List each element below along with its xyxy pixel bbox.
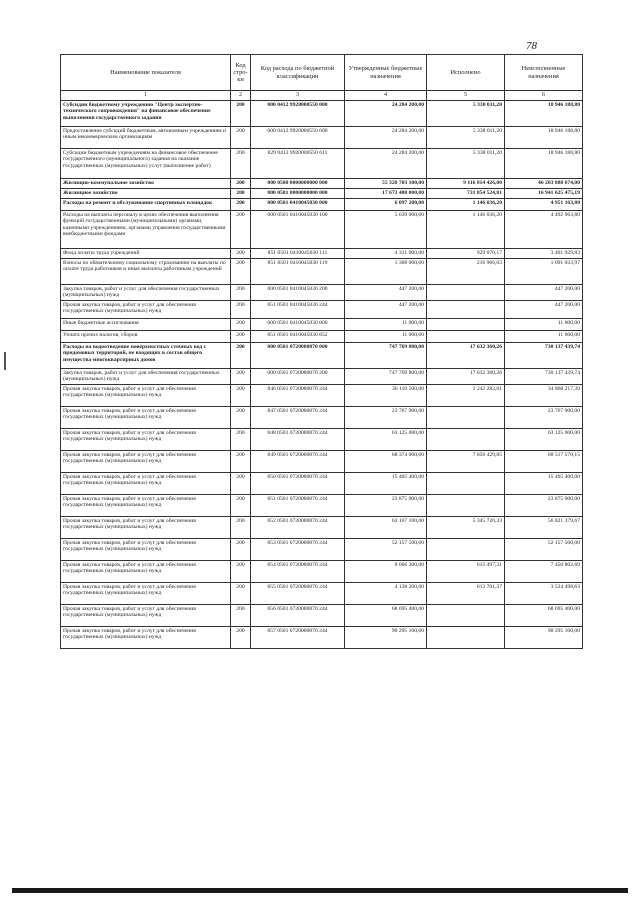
row-name: Расходы на водоотведение поверхностных сточных вод с придомовых территорий, не входящих в состав общего имущества многоквартирных домов [61,342,231,368]
row-line-code: 200 [231,249,251,259]
row-approved: 447 200,00 [345,300,427,318]
row-name: Прочая закупка товаров, работ и услуг для обеспечения государственных (муниципальных) нужд [61,406,231,428]
row-line-code: 200 [231,149,251,179]
row-budget-code: 857 0501 0720080070 244 [251,626,345,648]
row-line-code: 200 [231,199,251,211]
row-name: Субсидии бюджетному учреждению "Центр экспертно-технического сопровождения" на финансовое обеспечение выполнения государственного задания [61,101,231,127]
row-unexecuted: 7 450 802,69 [505,560,583,582]
row-name: Прочая закупка товаров, работ и услуг для обеспечения государственных (муниципальных) нужд [61,428,231,450]
row-executed: 1 242 282,61 [427,384,505,406]
row-name: Закупка товаров, работ и услуг для обеспечения государственных (муниципальных) нужд [61,368,231,384]
row-name: Уплата прочих налогов, сборов [61,330,231,342]
page-number: 78 [526,40,537,52]
row-line-code: 200 [231,127,251,149]
row-name: Взносы по обязательному социальному страхованию на выплаты по оплате труда работников и иные выплаты работникам учреждений [61,259,231,285]
row-approved: 747 769 800,00 [345,368,427,384]
row-budget-code: 852 0501 0720080070 244 [251,516,345,538]
row-budget-code: 847 0501 0720080070 244 [251,406,345,428]
row-approved: 63 125 000,00 [345,428,427,450]
row-approved: 52 157 500,00 [345,538,427,560]
row-name: Предоставление субсидий бюджетным, автономным учреждениям и иным некоммерческим организациям [61,127,231,149]
row-budget-code: 849 0501 0720080070 244 [251,450,345,472]
row-name: Жилищно-коммунальное хозяйство [61,179,231,189]
row-executed: 731 854 524,81 [427,189,505,199]
table-row [61,101,583,127]
row-budget-code: 000 0412 9920000550 600 [251,127,345,149]
row-line-code: 200 [231,101,251,127]
row-name: Закупка товаров, работ и услуг для обеспечения государственных (муниципальных) нужд [61,285,231,301]
row-line-code: 200 [231,285,251,301]
row-line-code: 200 [231,330,251,342]
row-unexecuted: 730 137 439,74 [505,342,583,368]
row-executed [427,626,505,648]
row-executed [427,494,505,516]
header-indicator-name: Наименование показателя [61,55,231,91]
row-unexecuted: 11 000,00 [505,330,583,342]
row-name: Жилищное хозяйство [61,189,231,199]
row-name: Прочая закупка товаров, работ и услуг для обеспечения государственных (муниципальных) нужд [61,494,231,516]
row-approved: 447 200,00 [345,285,427,301]
row-line-code: 200 [231,582,251,604]
row-approved: 6 097 200,00 [345,199,427,211]
header-budget-code: Код расхода по бюджетной классификации [251,55,345,91]
row-unexecuted: 3 524 498,63 [505,582,583,604]
row-unexecuted: 447 200,00 [505,285,583,301]
row-line-code: 200 [231,516,251,538]
table-row [61,330,583,342]
row-budget-code: 851 0501 0410045030 119 [251,259,345,285]
row-approved: 4 138 200,00 [345,582,427,604]
row-unexecuted: 23 767 900,00 [505,406,583,428]
table-body [61,101,583,649]
row-approved: 15 405 400,00 [345,472,427,494]
row-budget-code: 853 0501 0720080070 244 [251,538,345,560]
row-line-code: 200 [231,450,251,472]
row-name: Иные бюджетные ассигнования [61,318,231,330]
row-name: Прочая закупка товаров, работ и услуг для обеспечения государственных (муниципальных) нужд [61,582,231,604]
row-unexecuted: 3 401 929,83 [505,249,583,259]
row-line-code: 200 [231,384,251,406]
row-approved: 36 110 500,00 [345,384,427,406]
row-executed [427,406,505,428]
table-row [61,406,583,428]
row-approved: 1 308 000,00 [345,259,427,285]
column-number-row [61,91,583,101]
row-executed: 9 116 814 426,00 [427,179,505,189]
row-line-code: 200 [231,211,251,249]
table-row [61,472,583,494]
table-row [61,127,583,149]
table-row [61,494,583,516]
row-unexecuted: 63 125 000,00 [505,428,583,450]
header-line-code: Код стро-ки [231,55,251,91]
row-approved: 24 284 200,00 [345,101,427,127]
row-budget-code: 854 0501 0720080070 244 [251,560,345,582]
budget-execution-table [60,54,583,649]
row-unexecuted: 15 405 400,00 [505,472,583,494]
row-approved: 4 331 000,00 [345,249,427,259]
row-unexecuted: 4 492 963,80 [505,211,583,249]
row-budget-code: 851 0501 0410045030 111 [251,249,345,259]
row-name: Фонд оплаты труда учреждений [61,249,231,259]
row-line-code: 200 [231,494,251,516]
header-unexecuted: Неисполненные назначения [505,55,583,91]
row-executed: 5 338 011,20 [427,149,505,179]
row-line-code: 200 [231,626,251,648]
column-number: 3 [251,91,345,101]
column-number: 2 [231,91,251,101]
row-approved: 24 284 200,00 [345,149,427,179]
row-name: Расходы на выплаты персоналу в целях обеспечения выполнения функций государственными (муниципальными) органами, казенными учреждениями, органами управления государственными внебюджетными фондами [61,211,231,249]
row-approved: 5 639 000,00 [345,211,427,249]
row-approved: 23 875 000,00 [345,494,427,516]
table-row [61,516,583,538]
row-budget-code: 846 0501 0720080070 244 [251,384,345,406]
row-unexecuted: 4 951 163,80 [505,199,583,211]
row-executed: 5 338 011,20 [427,127,505,149]
row-executed: 17 632 360,26 [427,342,505,368]
row-unexecuted: 60 517 570,15 [505,450,583,472]
row-approved: 55 320 703 100,00 [345,179,427,189]
row-name: Прочая закупка товаров, работ и услуг для обеспечения государственных (муниципальных) нужд [61,300,231,318]
row-executed: 613 701,37 [427,582,505,604]
row-budget-code: 000 0501 0410045030 100 [251,211,345,249]
row-budget-code: 850 0501 0720080070 244 [251,472,345,494]
row-unexecuted: 68 695 400,00 [505,604,583,626]
row-approved: 62 167 100,00 [345,516,427,538]
scan-artifact [4,352,6,370]
row-budget-code: 000 0501 0720080070 000 [251,342,345,368]
row-executed [427,330,505,342]
row-executed: 1 146 036,20 [427,199,505,211]
row-unexecuted: 18 946 188,80 [505,149,583,179]
row-budget-code: 855 0501 0720080070 244 [251,582,345,604]
table-row [61,604,583,626]
row-executed [427,428,505,450]
row-budget-code: 851 0501 0410045030 244 [251,300,345,318]
row-name: Прочая закупка товаров, работ и услуг для обеспечения государственных (муниципальных) нужд [61,516,231,538]
row-approved: 17 673 480 000,00 [345,189,427,199]
row-approved: 24 284 200,00 [345,127,427,149]
row-approved: 747 769 800,00 [345,342,427,368]
column-number: 6 [505,91,583,101]
row-executed: 929 070,17 [427,249,505,259]
column-number: 4 [345,91,427,101]
row-name: Расходы на ремонт и обслуживание спортивных площадок [61,199,231,211]
table-row [61,211,583,249]
table-row [61,450,583,472]
row-approved: 68 695 400,00 [345,604,427,626]
row-approved: 23 767 900,00 [345,406,427,428]
row-budget-code: 856 0501 0720080070 244 [251,604,345,626]
table-row [61,300,583,318]
row-unexecuted: 18 946 188,80 [505,101,583,127]
row-unexecuted: 18 946 188,80 [505,127,583,149]
row-line-code: 200 [231,259,251,285]
row-executed: 7 856 429,85 [427,450,505,472]
row-budget-code: 848 0501 0720080070 244 [251,428,345,450]
row-executed [427,472,505,494]
table-row [61,189,583,199]
header-approved: Утвержденные бюджетные назначения [345,55,427,91]
row-line-code: 200 [231,318,251,330]
row-executed: 615 497,31 [427,560,505,582]
row-line-code: 200 [231,342,251,368]
row-executed [427,318,505,330]
row-budget-code: 851 0501 0410045030 852 [251,330,345,342]
row-name: Субсидии бюджетным учреждениям на финансовое обеспечение государственного (муниципального) задания на оказание государственных (муниципальных) услуг (выполнение работ) [61,149,231,179]
row-budget-code: 000 0501 0410045030 800 [251,318,345,330]
row-unexecuted: 52 157 500,00 [505,538,583,560]
row-approved: 68 374 000,00 [345,450,427,472]
row-unexecuted: 730 137 439,74 [505,368,583,384]
row-line-code: 200 [231,604,251,626]
row-budget-code: 000 0501 0720080070 200 [251,368,345,384]
scan-bottom-edge [12,888,628,893]
row-executed [427,538,505,560]
column-number: 5 [427,91,505,101]
row-unexecuted: 1 091 033,97 [505,259,583,285]
row-budget-code: 000 0501 0410045030 000 [251,199,345,211]
row-line-code: 200 [231,560,251,582]
row-unexecuted: 23 875 000,00 [505,494,583,516]
table-row [61,582,583,604]
row-unexecuted: 16 941 625 475,19 [505,189,583,199]
row-budget-code: 851 0501 0720080070 244 [251,494,345,516]
row-line-code: 200 [231,472,251,494]
row-line-code: 200 [231,368,251,384]
row-executed [427,604,505,626]
table-row [61,249,583,259]
table-row [61,368,583,384]
row-line-code: 200 [231,406,251,428]
row-line-code: 200 [231,428,251,450]
row-name: Прочая закупка товаров, работ и услуг для обеспечения государственных (муниципальных) нужд [61,560,231,582]
table-row [61,259,583,285]
column-number: 1 [61,91,231,101]
header-executed: Исполнено [427,55,505,91]
row-executed: 5 338 011,20 [427,101,505,127]
table-row [61,560,583,582]
table-row [61,179,583,189]
row-executed: 5 345 720,33 [427,516,505,538]
row-unexecuted: 34 868 217,39 [505,384,583,406]
row-approved: 11 000,00 [345,318,427,330]
row-line-code: 200 [231,179,251,189]
table-header-row [61,55,583,91]
row-budget-code: 829 0412 9920000550 611 [251,149,345,179]
row-approved: 11 000,00 [345,330,427,342]
row-unexecuted: 11 000,00 [505,318,583,330]
row-name: Прочая закупка товаров, работ и услуг для обеспечения государственных (муниципальных) нужд [61,384,231,406]
table-row [61,199,583,211]
row-executed: 216 966,03 [427,259,505,285]
row-executed: 17 632 360,26 [427,368,505,384]
table-row [61,626,583,648]
row-name: Прочая закупка товаров, работ и услуг для обеспечения государственных (муниципальных) нужд [61,538,231,560]
row-name: Прочая закупка товаров, работ и услуг для обеспечения государственных (муниципальных) нужд [61,450,231,472]
row-line-code: 200 [231,538,251,560]
table-row [61,149,583,179]
row-executed [427,285,505,301]
table-row [61,384,583,406]
row-unexecuted: 56 821 379,67 [505,516,583,538]
row-unexecuted: 46 203 888 674,00 [505,179,583,189]
table-row [61,428,583,450]
row-executed [427,300,505,318]
row-executed: 1 146 036,20 [427,211,505,249]
row-approved: 8 066 300,00 [345,560,427,582]
row-unexecuted: 447 200,00 [505,300,583,318]
row-unexecuted: 90 295 100,00 [505,626,583,648]
table-row [61,285,583,301]
row-budget-code: 000 0501 0410045030 200 [251,285,345,301]
row-budget-code: 000 0500 0000000000 000 [251,179,345,189]
row-line-code: 200 [231,300,251,318]
table-row [61,538,583,560]
row-approved: 90 295 100,00 [345,626,427,648]
row-line-code: 200 [231,189,251,199]
row-name: Прочая закупка товаров, работ и услуг для обеспечения государственных (муниципальных) нужд [61,472,231,494]
row-name: Прочая закупка товаров, работ и услуг для обеспечения государственных (муниципальных) нужд [61,626,231,648]
row-name: Прочая закупка товаров, работ и услуг для обеспечения государственных (муниципальных) нужд [61,604,231,626]
row-budget-code: 000 0501 0000000000 000 [251,189,345,199]
table-row [61,342,583,368]
table-row [61,318,583,330]
row-budget-code: 000 0412 9920000550 000 [251,101,345,127]
